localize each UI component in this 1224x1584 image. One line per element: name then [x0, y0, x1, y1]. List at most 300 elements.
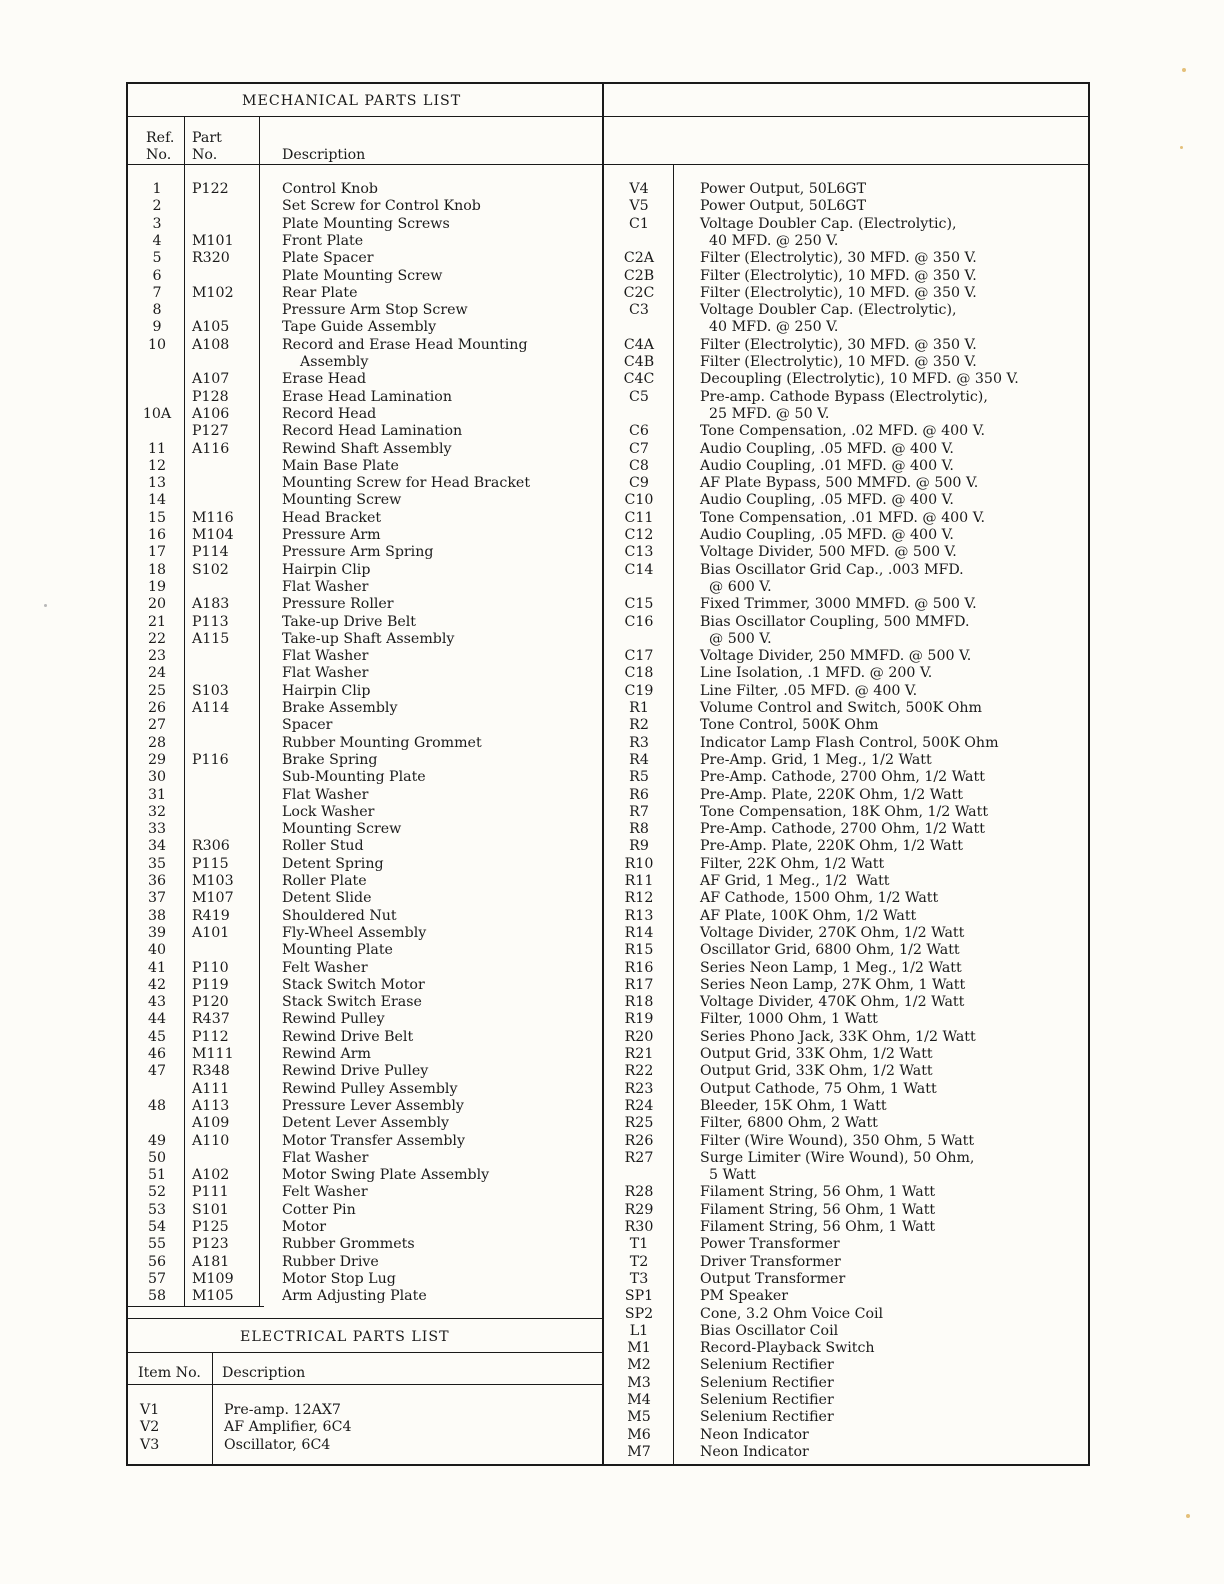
table-cell: A108	[192, 336, 230, 353]
table-cell	[610, 319, 668, 336]
table-cell: Plate Mounting Screw	[282, 267, 443, 284]
table-cell	[192, 665, 258, 682]
table-cell: Pressure Arm Spring	[282, 544, 434, 561]
table-cell: 40 MFD. @ 250 V.	[700, 232, 839, 249]
frame-right	[1088, 82, 1090, 1466]
table-cell: Bleeder, 15K Ohm, 1 Watt	[700, 1097, 887, 1114]
table-cell: Filament String, 56 Ohm, 1 Watt	[700, 1201, 936, 1218]
table-cell	[192, 354, 258, 371]
table-cell: R3	[629, 734, 649, 751]
col-part-no-label: No.	[192, 147, 218, 163]
table-cell: Audio Coupling, .05 MFD. @ 400 V.	[700, 440, 954, 457]
table-cell: 4	[152, 232, 162, 249]
table-cell: 40	[147, 942, 167, 959]
table-cell: C15	[624, 596, 654, 613]
table-cell: Audio Coupling, .05 MFD. @ 400 V.	[700, 527, 954, 543]
table-cell: 43	[147, 994, 167, 1011]
table-cell: Audio Coupling, .05 MFD. @ 400 V.	[700, 492, 954, 509]
table-cell: 25	[147, 682, 167, 699]
table-cell: C5	[629, 388, 649, 405]
table-cell: 12	[147, 457, 167, 474]
table-cell: Flat Washer	[282, 648, 369, 665]
table-cell: Audio Coupling, .01 MFD. @ 400 V.	[700, 457, 954, 474]
table-cell: Rewind Pulley Assembly	[282, 1080, 458, 1097]
table-cell: Mounting Screw for Head Bracket	[282, 475, 531, 492]
table-cell	[192, 216, 258, 233]
table-cell	[192, 268, 258, 285]
table-cell: R419	[192, 907, 230, 924]
table-cell: Rubber Mounting Grommet	[282, 734, 482, 751]
table-cell: 49	[147, 1132, 167, 1149]
elec-col-divider	[212, 1352, 213, 1464]
table-cell: 58	[147, 1288, 167, 1305]
table-cell: C19	[624, 682, 654, 699]
elec-title-rule-top	[126, 1318, 603, 1319]
table-cell: Line Filter, .05 MFD. @ 400 V.	[700, 682, 918, 699]
table-cell: Fly-Wheel Assembly	[282, 924, 427, 941]
table-cell: Felt Washer	[282, 1184, 368, 1201]
paper-speck	[1180, 146, 1183, 149]
table-cell: R8	[629, 821, 649, 838]
mech-title-rule	[126, 116, 603, 117]
table-cell: Flat Washer	[282, 665, 369, 682]
table-cell: R320	[192, 250, 230, 267]
table-cell: Filter (Wire Wound), 350 Ohm, 5 Watt	[700, 1132, 975, 1149]
table-cell: M111	[192, 1046, 234, 1062]
table-cell: Pre-amp. Cathode Bypass (Electrolytic),	[700, 388, 988, 405]
table-cell: Rewind Arm	[282, 1046, 371, 1062]
table-cell: PM Speaker	[700, 1288, 789, 1305]
frame-top	[126, 82, 1090, 84]
table-cell	[132, 354, 182, 371]
table-cell: 31	[147, 786, 167, 803]
table-cell: A113	[192, 1097, 230, 1114]
table-cell: V2	[140, 1419, 160, 1436]
table-cell: Selenium Rectifier	[700, 1357, 834, 1374]
table-cell: Front Plate	[282, 232, 364, 249]
table-cell: R30	[624, 1219, 654, 1235]
table-cell: 36	[147, 873, 167, 889]
table-cell: P119	[192, 976, 229, 993]
table-cell: R17	[624, 976, 654, 993]
table-cell: C9	[629, 475, 649, 492]
table-cell: V3	[140, 1436, 160, 1453]
table-cell: C8	[629, 457, 649, 474]
frame-middle	[602, 82, 604, 1466]
table-cell: Detent Lever Assembly	[282, 1115, 450, 1132]
table-cell: 46	[147, 1046, 167, 1062]
table-cell: @ 600 V.	[700, 578, 772, 595]
table-cell: 8	[152, 302, 162, 319]
table-cell: 1	[152, 181, 162, 197]
table-cell: C4B	[623, 354, 655, 370]
table-cell: R5	[629, 769, 649, 786]
table-cell: Arm Adjusting Plate	[282, 1288, 427, 1305]
table-cell: Filter (Electrolytic), 10 MFD. @ 350 V.	[700, 267, 977, 284]
table-cell: Sub-Mounting Plate	[282, 769, 426, 786]
table-cell: A106	[192, 405, 230, 422]
table-cell	[192, 787, 258, 804]
col-elec-description-label: Description	[222, 1365, 306, 1381]
table-cell: 5	[152, 250, 162, 267]
table-cell: M4	[627, 1392, 651, 1408]
mech-col-divider-2	[259, 116, 260, 1306]
table-cell: Take-up Drive Belt	[282, 613, 417, 630]
table-cell: M116	[192, 509, 234, 526]
table-cell: A115	[192, 630, 230, 647]
table-cell: V5	[629, 198, 649, 215]
table-cell: R6	[629, 786, 649, 803]
table-cell	[192, 492, 258, 509]
table-cell: 53	[147, 1201, 167, 1218]
table-cell: P125	[192, 1219, 229, 1235]
table-cell: AF Plate Bypass, 500 MMFD. @ 500 V.	[700, 475, 979, 492]
table-cell: R10	[624, 855, 654, 872]
table-cell: Selenium Rectifier	[700, 1392, 834, 1408]
table-cell: Assembly	[282, 354, 369, 370]
table-cell: 47	[147, 1063, 167, 1080]
table-cell: Flat Washer	[282, 1149, 369, 1166]
mechanical-title: MECHANICAL PARTS LIST	[242, 93, 462, 109]
table-cell	[610, 1167, 668, 1184]
table-cell: Hairpin Clip	[282, 561, 371, 578]
table-cell: M101	[192, 232, 234, 249]
col-ref-label: Ref.	[146, 130, 175, 146]
table-cell: Filter, 6800 Ohm, 2 Watt	[700, 1115, 878, 1132]
table-cell: Motor Transfer Assembly	[282, 1132, 465, 1149]
table-cell: Take-up Shaft Assembly	[282, 630, 455, 647]
table-cell: Detent Spring	[282, 855, 384, 872]
table-cell: 26	[147, 700, 167, 716]
table-cell: 45	[147, 1028, 167, 1045]
table-cell: C16	[624, 613, 654, 630]
table-cell: C12	[624, 527, 654, 543]
table-cell: M3	[627, 1374, 651, 1391]
electrical-title: ELECTRICAL PARTS LIST	[240, 1329, 450, 1345]
table-cell: A105	[192, 319, 230, 336]
table-cell: 57	[147, 1270, 167, 1287]
table-cell: R22	[624, 1063, 654, 1080]
table-cell: R348	[192, 1063, 230, 1080]
table-cell: Neon Indicator	[700, 1426, 809, 1443]
table-cell: 9	[152, 319, 162, 336]
table-cell: M102	[192, 284, 234, 301]
table-cell: 52	[147, 1184, 167, 1201]
right-header-rule	[602, 164, 1089, 165]
table-cell: C13	[624, 544, 654, 561]
table-cell: R14	[624, 924, 654, 941]
table-cell: Control Knob	[282, 181, 378, 197]
table-cell: 6	[152, 267, 162, 284]
table-cell: A109	[192, 1115, 230, 1132]
table-cell: Oscillator Grid, 6800 Ohm, 1/2 Watt	[700, 942, 960, 959]
table-cell: C18	[624, 665, 654, 682]
table-cell: Cone, 3.2 Ohm Voice Coil	[700, 1305, 884, 1322]
table-cell: R21	[624, 1046, 654, 1062]
table-cell: Filament String, 56 Ohm, 1 Watt	[700, 1219, 936, 1235]
table-cell: Line Isolation, .1 MFD. @ 200 V.	[700, 665, 933, 682]
table-cell: C11	[624, 509, 654, 526]
table-cell: 50	[147, 1149, 167, 1166]
table-cell: M103	[192, 873, 234, 889]
table-cell: P116	[192, 751, 229, 768]
table-cell: 13	[147, 475, 167, 492]
table-cell: Bias Oscillator Coupling, 500 MMFD.	[700, 613, 970, 630]
table-cell: R7	[629, 803, 649, 820]
table-cell: Pre-amp. 12AX7	[224, 1402, 341, 1418]
frame-bottom	[126, 1464, 1090, 1466]
table-cell: M104	[192, 527, 234, 543]
table-cell	[192, 458, 258, 475]
table-cell: Tone Compensation, .01 MFD. @ 400 V.	[700, 509, 985, 526]
table-cell: Motor Stop Lug	[282, 1270, 396, 1287]
table-cell: 28	[147, 734, 167, 751]
table-cell	[192, 821, 258, 838]
table-cell: SP2	[624, 1305, 654, 1322]
table-cell: Pre-Amp. Cathode, 2700 Ohm, 1/2 Watt	[700, 821, 985, 838]
table-cell: R15	[624, 942, 654, 959]
table-cell: A181	[192, 1253, 230, 1270]
table-cell	[132, 1115, 182, 1132]
table-cell: 10A	[142, 405, 172, 422]
table-cell: R24	[624, 1097, 654, 1114]
table-cell: Felt Washer	[282, 959, 368, 976]
table-cell: C2B	[623, 267, 655, 284]
table-cell: Mounting Plate	[282, 942, 393, 959]
table-cell: Power Output, 50L6GT	[700, 198, 867, 215]
table-cell: 33	[147, 821, 167, 838]
table-cell	[192, 804, 258, 821]
table-cell: 14	[147, 492, 167, 509]
table-cell: Brake Spring	[282, 751, 378, 768]
table-cell: Output Grid, 33K Ohm, 1/2 Watt	[700, 1063, 933, 1080]
table-cell: C7	[629, 440, 649, 457]
table-cell: M7	[627, 1443, 651, 1460]
table-cell: 39	[147, 924, 167, 941]
table-cell: Filter, 1000 Ohm, 1 Watt	[700, 1011, 878, 1028]
table-cell: A110	[192, 1132, 230, 1149]
table-cell	[192, 942, 258, 959]
table-cell: R28	[624, 1184, 654, 1201]
table-cell: Flat Washer	[282, 578, 369, 595]
table-cell: Output Cathode, 75 Ohm, 1 Watt	[700, 1080, 937, 1097]
table-cell: Voltage Divider, 470K Ohm, 1/2 Watt	[700, 994, 965, 1011]
table-cell: Power Transformer	[700, 1236, 840, 1253]
table-cell: C4C	[623, 371, 655, 388]
table-cell: R29	[624, 1201, 654, 1218]
table-cell: C14	[624, 561, 654, 578]
table-cell: Pre-Amp. Cathode, 2700 Ohm, 1/2 Watt	[700, 769, 985, 786]
table-cell: Decoupling (Electrolytic), 10 MFD. @ 350 V.	[700, 371, 1019, 388]
table-cell: 56	[147, 1253, 167, 1270]
table-cell: Mounting Screw	[282, 492, 402, 509]
table-cell: Rubber Drive	[282, 1253, 379, 1270]
elec-title-rule-bottom	[126, 1352, 603, 1353]
table-cell: 19	[147, 578, 167, 595]
table-cell: Power Output, 50L6GT	[700, 181, 867, 197]
table-cell: Stack Switch Motor	[282, 976, 425, 993]
table-cell: S102	[192, 561, 229, 578]
table-cell: Rubber Grommets	[282, 1236, 415, 1253]
table-cell: Flat Washer	[282, 786, 369, 803]
table-cell: Output Grid, 33K Ohm, 1/2 Watt	[700, 1046, 933, 1062]
table-cell	[610, 233, 668, 250]
table-cell: R1	[629, 700, 649, 716]
table-cell: P113	[192, 613, 229, 630]
table-cell: A111	[192, 1080, 230, 1097]
table-cell: Rear Plate	[282, 284, 358, 301]
table-cell: P127	[192, 423, 229, 440]
table-cell: M5	[627, 1409, 651, 1426]
col-description-label: Description	[282, 147, 366, 163]
table-cell: Bias Oscillator Coil	[700, 1322, 839, 1339]
table-cell: Series Phono Jack, 33K Ohm, 1/2 Watt	[700, 1028, 976, 1045]
table-cell: R20	[624, 1028, 654, 1045]
table-cell	[192, 735, 258, 752]
table-cell: Voltage Divider, 270K Ohm, 1/2 Watt	[700, 924, 965, 941]
table-cell: Filter (Electrolytic), 10 MFD. @ 350 V.	[700, 284, 977, 301]
table-cell: Main Base Plate	[282, 457, 399, 474]
table-cell: R4	[629, 751, 649, 768]
table-cell: Record Head Lamination	[282, 423, 463, 440]
table-cell: P112	[192, 1028, 229, 1045]
table-cell: P115	[192, 855, 229, 872]
table-cell	[610, 579, 668, 596]
table-cell: R9	[629, 838, 649, 855]
table-cell: A101	[192, 924, 230, 941]
table-cell: 40 MFD. @ 250 V.	[700, 319, 839, 336]
table-cell: Rewind Drive Pulley	[282, 1063, 429, 1080]
table-cell: Detent Slide	[282, 890, 372, 907]
table-cell: 32	[147, 803, 167, 820]
table-cell: M109	[192, 1270, 234, 1287]
table-cell: Spacer	[282, 717, 333, 734]
table-cell: 34	[147, 838, 167, 855]
table-cell: M105	[192, 1288, 234, 1305]
table-cell: Shouldered Nut	[282, 907, 397, 924]
right-title-rule	[602, 116, 1089, 117]
table-cell: R12	[624, 890, 654, 907]
table-cell	[132, 423, 182, 440]
table-cell: Volume Control and Switch, 500K Ohm	[700, 700, 982, 716]
table-cell: @ 500 V.	[700, 630, 772, 647]
table-cell	[132, 1081, 182, 1098]
table-cell: Record Head	[282, 405, 377, 422]
table-cell: T2	[629, 1253, 649, 1270]
table-cell: AF Amplifier, 6C4	[224, 1419, 352, 1436]
col-part-label: Part	[192, 130, 222, 146]
table-cell: 2	[152, 198, 162, 215]
table-cell: R18	[624, 994, 654, 1011]
table-cell	[610, 631, 668, 648]
table-cell: Head Bracket	[282, 509, 382, 526]
table-cell: Driver Transformer	[700, 1253, 841, 1270]
table-cell: Plate Spacer	[282, 250, 374, 267]
table-cell: Lock Washer	[282, 803, 375, 820]
table-cell: 21	[147, 613, 167, 630]
table-cell: Series Neon Lamp, 1 Meg., 1/2 Watt	[700, 959, 962, 976]
table-cell: Filter (Electrolytic), 30 MFD. @ 350 V.	[700, 250, 977, 267]
table-cell: M1	[627, 1340, 651, 1357]
mech-header-rule	[126, 164, 603, 165]
table-cell: Pressure Arm Stop Screw	[282, 302, 468, 319]
table-cell: Cotter Pin	[282, 1201, 356, 1218]
table-cell: Neon Indicator	[700, 1443, 809, 1460]
table-cell: 55	[147, 1236, 167, 1253]
table-cell: 16	[147, 527, 167, 543]
table-cell: R437	[192, 1011, 230, 1028]
table-cell: R27	[624, 1149, 654, 1166]
table-cell: M107	[192, 890, 234, 907]
table-cell: L1	[629, 1322, 649, 1339]
table-cell: C4A	[623, 336, 655, 353]
table-cell	[132, 389, 182, 406]
table-cell: 17	[147, 544, 167, 561]
table-cell: 15	[147, 509, 167, 526]
table-cell: Rewind Shaft Assembly	[282, 440, 452, 457]
table-cell: Series Neon Lamp, 27K Ohm, 1 Watt	[700, 976, 966, 993]
mech-bottom-rule	[126, 1306, 264, 1307]
table-cell: A116	[192, 440, 230, 457]
table-cell: R19	[624, 1011, 654, 1028]
table-cell: P111	[192, 1184, 229, 1201]
table-cell	[192, 475, 258, 492]
table-cell: 44	[147, 1011, 167, 1028]
table-cell: Tone Control, 500K Ohm	[700, 717, 879, 734]
table-cell: Tape Guide Assembly	[282, 319, 437, 336]
table-cell: Erase Head	[282, 371, 367, 388]
table-cell: C17	[624, 648, 654, 665]
table-cell: R13	[624, 907, 654, 924]
table-cell: Filter (Electrolytic), 30 MFD. @ 350 V.	[700, 336, 977, 353]
table-cell: Rewind Drive Belt	[282, 1028, 414, 1045]
table-cell: SP1	[624, 1288, 654, 1305]
table-cell: Roller Stud	[282, 838, 364, 855]
paper-speck	[44, 604, 47, 607]
table-cell: 22	[147, 630, 167, 647]
table-cell: T3	[629, 1270, 649, 1287]
table-cell: 38	[147, 907, 167, 924]
table-cell: 3	[152, 215, 162, 232]
table-cell: 5 Watt	[700, 1167, 756, 1184]
table-cell: A102	[192, 1167, 230, 1184]
table-cell: C2A	[623, 250, 655, 267]
table-cell: C3	[629, 302, 649, 319]
table-cell: V1	[140, 1402, 160, 1418]
table-cell: Voltage Divider, 250 MMFD. @ 500 V.	[700, 648, 972, 665]
table-cell: Erase Head Lamination	[282, 388, 452, 405]
table-cell: Pre-Amp. Grid, 1 Meg., 1/2 Watt	[700, 751, 932, 768]
table-cell: P114	[192, 544, 229, 561]
table-cell: T1	[629, 1236, 649, 1253]
table-cell: Roller Plate	[282, 873, 367, 889]
table-cell: M6	[627, 1426, 651, 1443]
table-cell	[192, 717, 258, 734]
table-cell: Pressure Lever Assembly	[282, 1097, 464, 1114]
col-ref-no-label: No.	[146, 147, 172, 163]
table-cell: S103	[192, 682, 229, 699]
table-cell: 7	[152, 284, 162, 301]
col-item-no-label: Item No.	[138, 1365, 201, 1381]
table-cell	[132, 371, 182, 388]
table-cell: Rewind Pulley	[282, 1011, 385, 1028]
table-cell: Set Screw for Control Knob	[282, 198, 481, 215]
table-cell: C6	[629, 423, 649, 440]
table-cell: Output Transformer	[700, 1270, 846, 1287]
table-cell: 10	[147, 336, 167, 353]
table-cell: A183	[192, 596, 230, 613]
table-cell: 27	[147, 717, 167, 734]
